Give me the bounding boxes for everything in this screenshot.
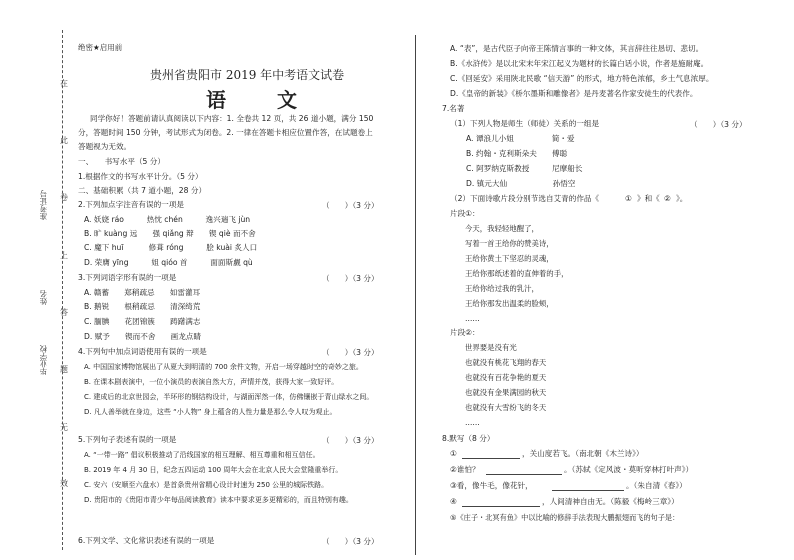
excerpt-label: 片段②： xyxy=(450,328,480,337)
option-line: A. 谭浪儿小姐 简・爱 xyxy=(466,134,575,143)
intro-line: 答题视为无效。 xyxy=(78,142,132,151)
poem-line: 王给你给过我的乳汁， xyxy=(465,284,539,293)
binding-dashed-line xyxy=(62,30,63,550)
poem-line: 王给你黄土下坚忍的灵魂， xyxy=(465,254,554,263)
recite-item: ① xyxy=(450,449,457,458)
option-line: D. 荣膺 yīng 姐 qióo 首 面面斯觑 qù xyxy=(84,258,253,267)
poem-line: 也就没有金果满园的秋天 xyxy=(465,388,547,397)
option-line: B. 在课本剧表演中，一位小演员的表演自然大方，声情并茂，获得大家一致好评。 xyxy=(84,378,339,386)
option-line: D. 镇元大仙 孙悟空 xyxy=(466,179,576,188)
exam-title: 贵州省贵阳市 2019 年中考语文试卷 xyxy=(150,68,345,82)
recite-item: 。（苏轼《定风波・莫听穿林打叶声》） xyxy=(564,465,694,474)
option-line: B. 2019 年 4 月 30 日，纪念五四运动 100 周年大会在北京人民大会堂隆重举行。 xyxy=(84,466,343,474)
gutter-char: 在 xyxy=(60,79,68,88)
column-separator xyxy=(415,35,416,555)
recite-item: ③看，像牛毛，像花针， xyxy=(450,481,533,490)
option-line: A. 赣蓄 郑稍疏忌 如雷灌耳 xyxy=(84,288,201,297)
recite-item: 。（朱自清《春》） xyxy=(626,481,687,490)
recite-item: ②谁怕？ xyxy=(450,465,480,474)
option-line: C.《回延安》采用陕北民歌 “信天游” 的形式，地方特色浓郁，乡土气息浓厚。 xyxy=(450,74,714,83)
option-line: D. 凡人善举就在身边，这些 “小人物” 身上蕴含的人性力量是那么令人叹为观止。 xyxy=(84,408,337,416)
option-line: C. 魔下 huī 修葺 róng 脍 kuài 炙人口 xyxy=(84,243,258,252)
recite-item: ⑤《庄子・北冥有鱼》中以比喻的修辞手法表现大鹏振翅而飞的句子是： xyxy=(450,513,680,522)
section-heading: 二、基础积累（共 7 道小题，28 分） xyxy=(78,186,207,195)
question-score: （ ）（3 分） xyxy=(690,120,747,129)
excerpt-label: 片段①： xyxy=(450,209,480,218)
question-stem: （1）下列人物是师生（师徒）关系的一组是 xyxy=(450,119,600,128)
option-line: C. 安六（安顺至六盘水）是首条贵州省精心设计时速为 250 公里的城际铁路。 xyxy=(84,481,329,489)
question-stem: 4.下列句中加点词语使用有误的一项是 xyxy=(78,347,207,356)
gutter-char: 题 xyxy=(60,365,68,374)
exam-number-label: 准考证号 xyxy=(39,190,48,220)
gutter-char: 无 xyxy=(60,423,68,432)
gutter-char: 此 xyxy=(60,136,68,145)
question-stem: 6.下列文学、文化常识表述有误的一项是 xyxy=(78,536,215,545)
poem-line: 世界要是没有光 xyxy=(465,343,517,352)
secret-marker: 绝密★启用前 xyxy=(78,43,123,52)
question-stem: 3.下列词语字形有误的一项是 xyxy=(78,273,177,282)
option-line: A. 妖娆 ráo 热忱 chén 逸兴遄飞 jùn xyxy=(84,215,251,224)
question-stem: 7.名著 xyxy=(442,104,465,113)
option-line: D.《皇帝的新装》《桥尔墨斯和雕像者》是丹麦著名作家安徒生的代表作。 xyxy=(450,89,698,98)
option-line: A. “一带一路” 倡议积极推动了沿线国家的相互理解、相互尊重和相互信任。 xyxy=(84,451,320,459)
option-line: D. 赋予 锲而不舍 画龙点睛 xyxy=(84,332,201,341)
option-line: B. 鹅锐 根稍疏忌 清深绮荒 xyxy=(84,302,201,311)
option-line: D. 贵阳市的《贵阳市青少年每品阅读教育》读本中要求更多更精彩的，而且特别有趣。 xyxy=(84,496,353,504)
subject-title: 语 文 xyxy=(206,88,319,112)
recite-item: ，人间清神自由无。（陈毅《梅岭三章》） xyxy=(542,497,679,506)
option-line: B.《水浒传》是以北宋末年宋江起义为题材的长篇白话小说，作者是施耐庵。 xyxy=(450,59,709,68)
question-score: （ ）（3 分） xyxy=(322,537,379,546)
question-stem: 2.下列加点字注音有误的一项是 xyxy=(78,200,184,209)
name-label: 姓名 xyxy=(39,290,48,305)
answer-blank-line[interactable] xyxy=(486,474,562,475)
option-line: B. 约翰・克利斯朵夫 傅聪 xyxy=(466,149,568,158)
answer-blank[interactable]: ① xyxy=(625,194,632,203)
poem-line: 王给你那发出温柔的脸颊， xyxy=(465,299,554,308)
poem-line: 今天，我轻轻地醒了， xyxy=(465,224,539,233)
question-stem: 8.默写（8 分） xyxy=(442,434,495,443)
poem-line: 写着一首王给你的赞美诗， xyxy=(465,239,554,248)
poem-line: …… xyxy=(465,418,480,427)
poem-line: …… xyxy=(465,314,480,323)
gutter-char: 答 xyxy=(60,308,68,317)
answer-blank[interactable]: ② xyxy=(664,194,671,203)
answer-blank-line[interactable] xyxy=(462,458,520,459)
question-score: （ ）（3 分） xyxy=(322,274,379,283)
option-line: A. 中国国家博物馆展出了从夏大到明清的 700 余件文物，开启一场穿越时空的奇妙之旅。 xyxy=(84,363,363,371)
question-score: （ ）（3 分） xyxy=(322,348,379,357)
question-score: （ ）（3 分） xyxy=(322,201,379,210)
gutter-char: 上 xyxy=(60,251,68,260)
question-stem: 》。 xyxy=(676,194,688,203)
option-line: A. “表”，是古代臣子向帝王陈情言事的一种文体，其言辞往往恳切、悲切。 xyxy=(450,44,704,53)
intro-line: 同学你好！答题前请认真阅读以下内容：1. 全卷共 12 页，共 26 道小题，满分 150 xyxy=(90,114,374,123)
option-line: B. 旷 kuàng 远 强 qiǎng 辩 锲 qiè 而不舍 xyxy=(84,229,256,238)
question-score: （ ）（3 分） xyxy=(322,436,379,445)
question-stem: 5.下列句子表述有误的一项是 xyxy=(78,435,177,444)
question-line: 1.根据作文的书写水平计分。（5 分） xyxy=(78,172,203,181)
poem-line: 王给你那纸述着的直伸着的手， xyxy=(465,269,569,278)
answer-blank-line[interactable] xyxy=(552,490,624,491)
school-label: 毕业学校 xyxy=(39,345,48,375)
gutter-char: 卷 xyxy=(60,193,68,202)
poem-line: 也就没有百花争艳的夏天 xyxy=(465,373,547,382)
intro-line: 分，答题时间 150 分钟，考试形式为闭卷。2. 一律在答题卡相应位置作答，在试题卷上 xyxy=(78,128,373,137)
question-stem: 》和《 xyxy=(637,194,660,203)
option-line: C. 腼腆 花团锦簇 踌躇满志 xyxy=(84,317,201,326)
poem-line: 也就没有大雪纷飞的冬天 xyxy=(465,403,547,412)
question-stem: （2）下面诗歌片段分别节选自艾青的作品《 xyxy=(450,194,600,203)
gutter-char: 效 xyxy=(60,479,68,488)
answer-blank-line[interactable] xyxy=(462,506,540,507)
option-line: C. 阿罗纳克斯教授 尼摩船长 xyxy=(466,164,583,173)
option-line: C. 建成后的北京世园会，半环形的钢结构设计，与湖面浑然一体，仿佛镶嵌于青山绿水之间。 xyxy=(84,393,374,401)
recite-item: ④ xyxy=(450,497,457,506)
poem-line: 也就没有桃花飞翔的春天 xyxy=(465,358,547,367)
recite-item: ，关山度若飞。（南北朝《木兰诗》） xyxy=(522,449,644,458)
section-heading: 一、 书写水平（5 分） xyxy=(78,157,165,166)
